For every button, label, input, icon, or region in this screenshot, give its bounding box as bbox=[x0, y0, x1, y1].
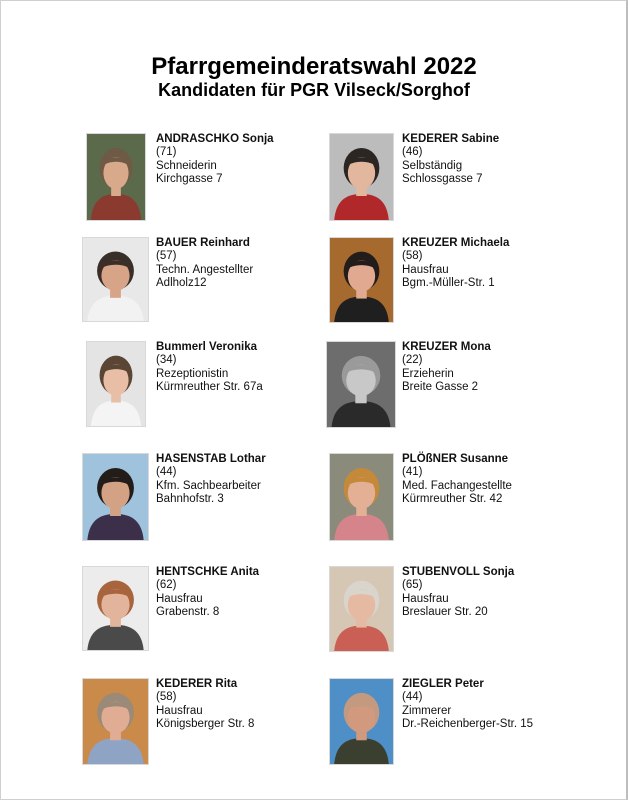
candidate-age: (44) bbox=[402, 691, 423, 704]
portrait-image bbox=[83, 238, 148, 321]
candidate-name: PLÖßNER Susanne bbox=[402, 453, 509, 465]
candidate-occupation: Med. Fachangestellte bbox=[402, 479, 512, 492]
portrait-image bbox=[330, 679, 393, 764]
candidate-occupation: Hausfrau bbox=[402, 263, 449, 276]
candidate-address: Grabenstr. 8 bbox=[156, 605, 220, 618]
candidate-address: Bahnhofstr. 3 bbox=[156, 492, 224, 505]
portrait-image bbox=[330, 238, 393, 322]
candidate-occupation: Schneiderin bbox=[156, 159, 217, 172]
candidate-address: Dr.-Reichenberger-Str. 15 bbox=[402, 717, 534, 730]
candidate-name: KREUZER Mona bbox=[402, 341, 491, 353]
portrait-image bbox=[330, 454, 393, 540]
candidate-photo bbox=[82, 453, 149, 541]
candidate-name: KEDERER Sabine bbox=[402, 133, 500, 145]
candidate-age: (46) bbox=[402, 146, 423, 159]
candidate-photo bbox=[329, 237, 394, 323]
candidate-occupation: Hausfrau bbox=[156, 704, 203, 717]
candidate-photo bbox=[329, 453, 394, 541]
candidate-age: (44) bbox=[156, 466, 177, 479]
candidate-name: HENTSCHKE Anita bbox=[156, 566, 260, 578]
candidate-occupation: Kfm. Sachbearbeiter bbox=[156, 479, 261, 492]
candidate-photo bbox=[86, 133, 146, 221]
candidate-address: Königsberger Str. 8 bbox=[156, 717, 255, 730]
candidate-occupation: Hausfrau bbox=[402, 592, 449, 605]
candidate-photo bbox=[329, 678, 394, 765]
candidate-occupation: Selbständig bbox=[402, 159, 463, 172]
candidate-name: KREUZER Michaela bbox=[402, 237, 510, 249]
candidate-name: HASENSTAB Lothar bbox=[156, 453, 266, 465]
candidate-name: KEDERER Rita bbox=[156, 678, 238, 690]
candidate-address: Kürmreuther Str. 42 bbox=[402, 492, 503, 505]
candidate-address: Bgm.-Müller-Str. 1 bbox=[402, 276, 495, 289]
candidate-name: BAUER Reinhard bbox=[156, 237, 250, 249]
candidate-address: Kirchgasse 7 bbox=[156, 172, 223, 185]
candidate-age: (58) bbox=[156, 691, 177, 704]
page-subtitle: Kandidaten für PGR Vilseck/Sorghof bbox=[158, 80, 470, 100]
candidate-name: STUBENVOLL Sonja bbox=[402, 566, 515, 578]
portrait-image bbox=[83, 567, 148, 650]
portrait-image bbox=[83, 679, 148, 764]
candidate-age: (58) bbox=[402, 250, 423, 263]
candidate-photo bbox=[86, 341, 146, 427]
candidate-address: Adlholz12 bbox=[156, 276, 207, 289]
portrait-image bbox=[83, 454, 148, 540]
candidate-name: Bummerl Veronika bbox=[156, 341, 257, 353]
candidate-photo bbox=[329, 133, 394, 221]
portrait-image bbox=[87, 134, 145, 220]
candidate-occupation: Hausfrau bbox=[156, 592, 203, 605]
portrait-image bbox=[87, 342, 145, 426]
portrait-image bbox=[330, 134, 393, 220]
candidate-photo bbox=[82, 678, 149, 765]
candidate-photo bbox=[82, 237, 149, 322]
candidate-age: (71) bbox=[156, 146, 177, 159]
candidate-occupation: Techn. Angestellter bbox=[156, 263, 254, 276]
candidate-age: (41) bbox=[402, 466, 423, 479]
candidate-address: Schlossgasse 7 bbox=[402, 172, 483, 185]
candidate-photo bbox=[329, 566, 394, 652]
candidate-address: Kürmreuther Str. 67a bbox=[156, 380, 263, 393]
candidate-age: (57) bbox=[156, 250, 177, 263]
candidate-age: (22) bbox=[402, 354, 423, 367]
candidate-age: (34) bbox=[156, 354, 177, 367]
candidate-address: Breslauer Str. 20 bbox=[402, 605, 488, 618]
candidate-age: (62) bbox=[156, 579, 177, 592]
candidate-name: ANDRASCHKO Sonja bbox=[156, 133, 274, 145]
candidate-photo bbox=[326, 341, 396, 428]
candidate-occupation: Rezeptionistin bbox=[156, 367, 229, 380]
portrait-image bbox=[327, 342, 395, 427]
candidate-age: (65) bbox=[402, 579, 423, 592]
portrait-image bbox=[330, 567, 393, 651]
candidate-photo bbox=[82, 566, 149, 651]
candidate-name: ZIEGLER Peter bbox=[402, 678, 484, 690]
candidate-address: Breite Gasse 2 bbox=[402, 380, 479, 393]
page-title: Pfarrgemeinderatswahl 2022 bbox=[151, 53, 477, 80]
candidate-occupation: Zimmerer bbox=[402, 704, 452, 717]
candidate-occupation: Erzieherin bbox=[402, 367, 454, 380]
